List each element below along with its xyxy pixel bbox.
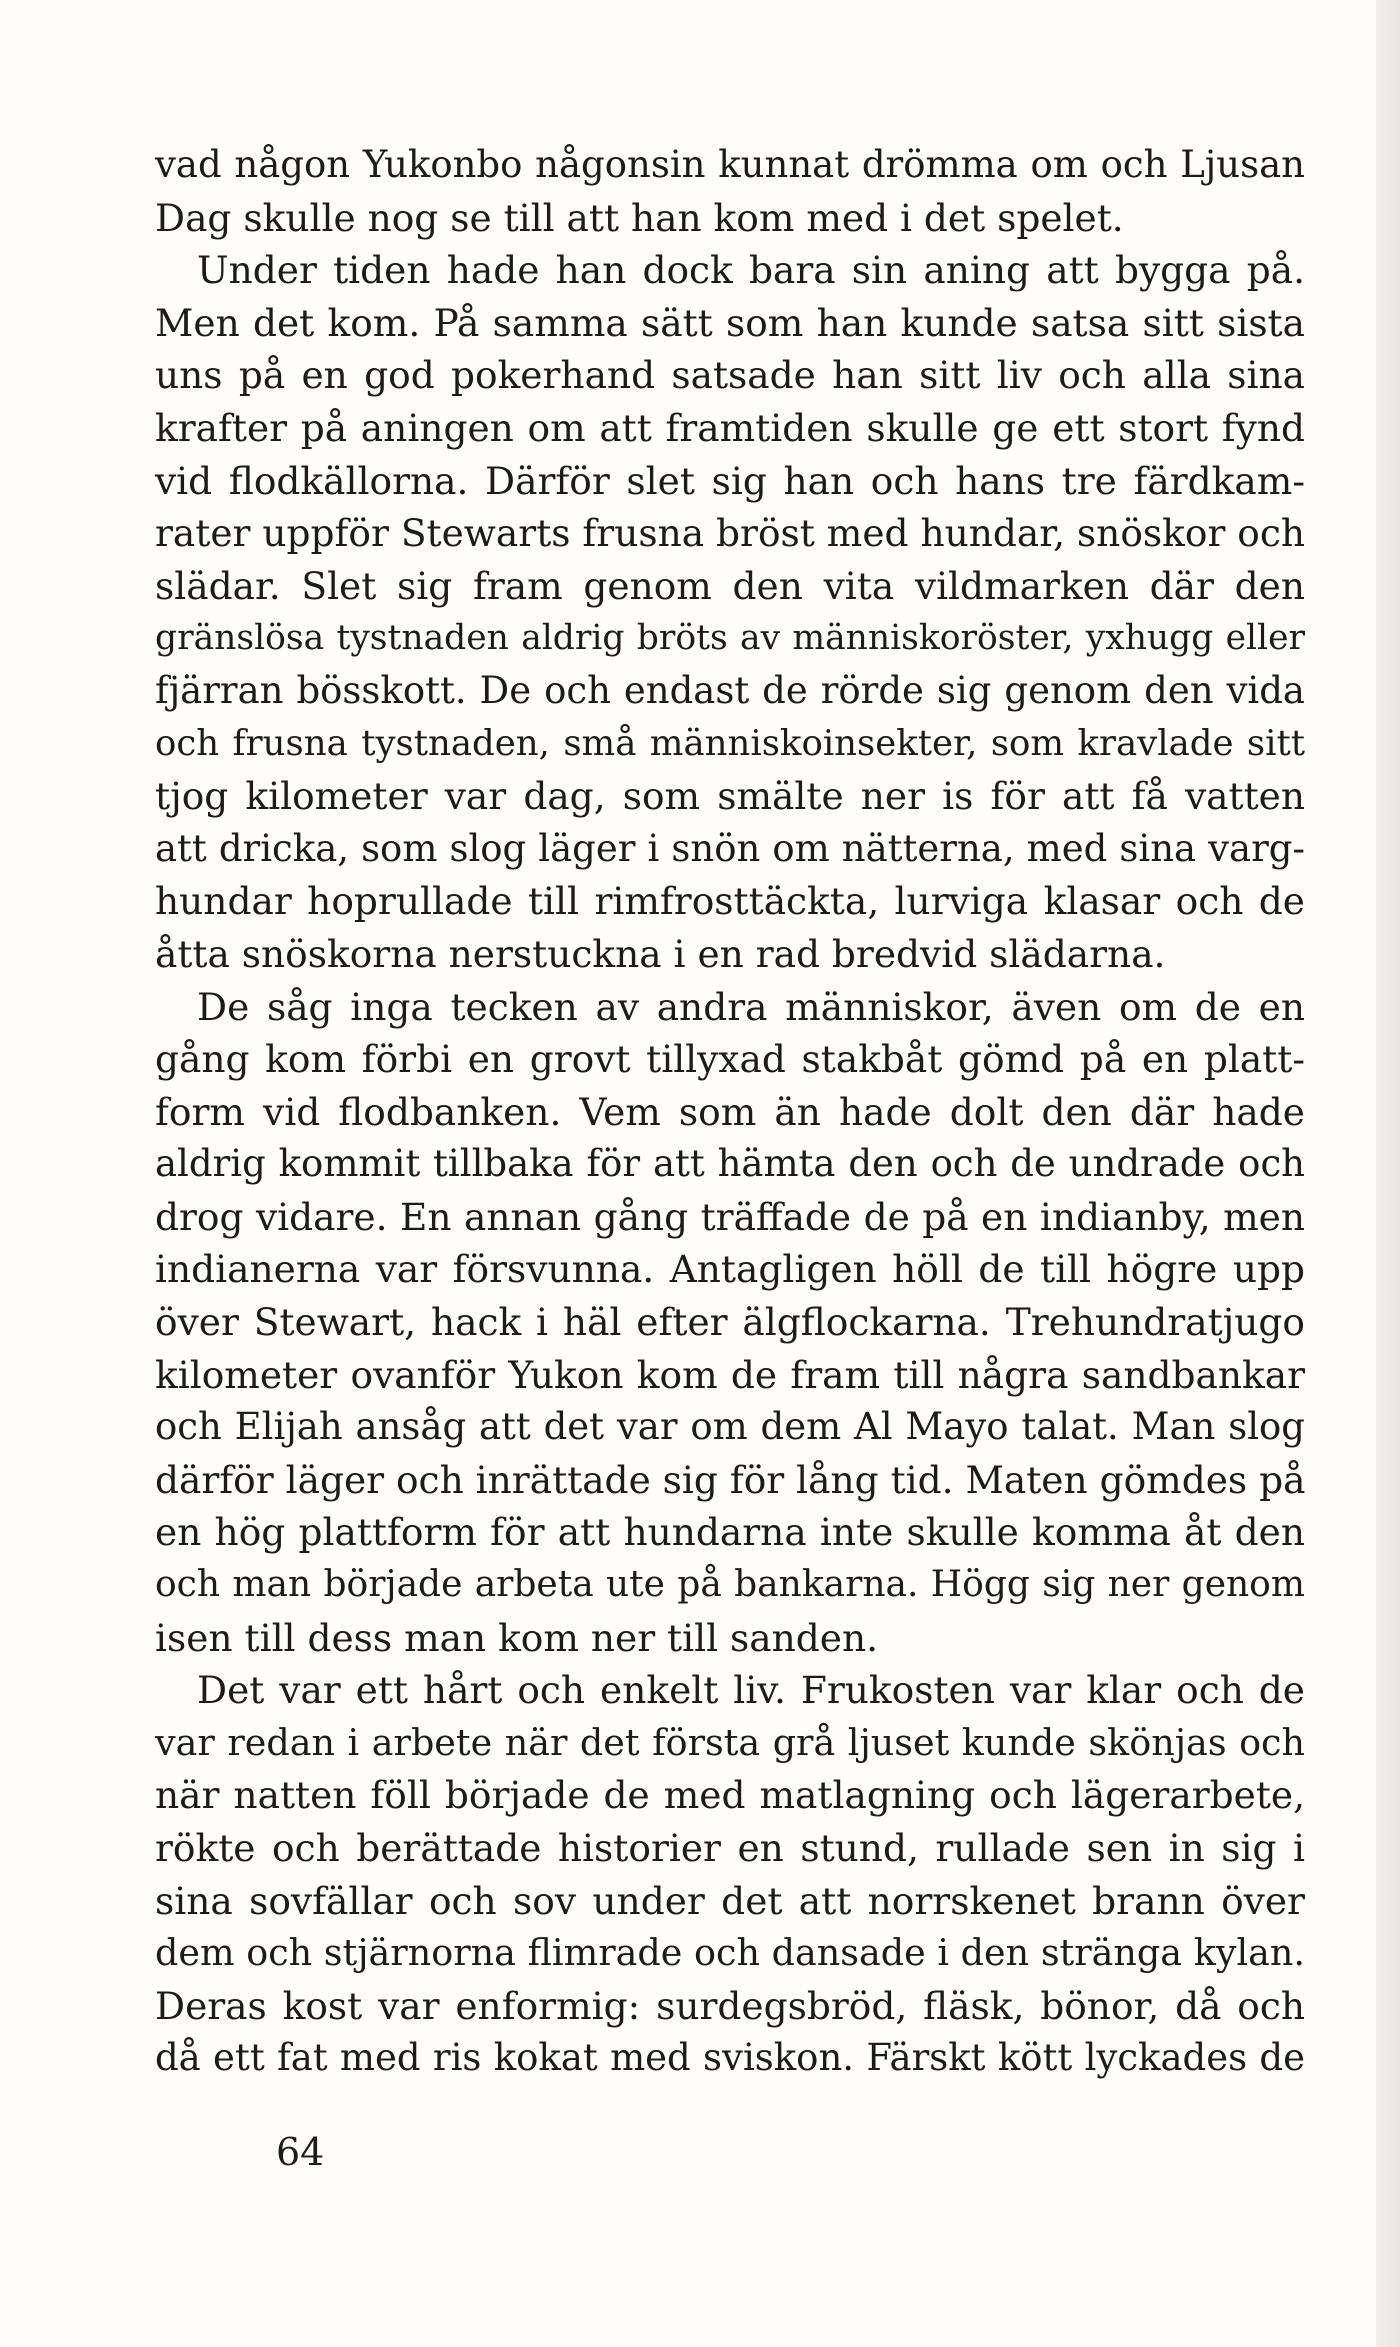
text-line: gränslösa tystnaden aldrig bröts av människoröster, yxhugg eller	[155, 618, 1305, 659]
text-line: vad någon Yukonbo någonsin kunnat drömma om och Ljusan	[155, 143, 1305, 186]
text-line: därför läger och inrättade sig för lång tid. Maten gömdes på	[155, 1457, 1306, 1502]
text-line: och frusna tystnaden, små människoinsekter, som kravlade sitt	[155, 722, 1305, 764]
text-line: gång kom förbi en grovt tillyxad stakbåt gömd på en platt-	[155, 1037, 1305, 1082]
text-line: sina sovfällar och sov under det att norrskenet brann över	[155, 1878, 1305, 1923]
text-line: Men det kom. På samma sätt som han kunde satsa sitt sista	[155, 300, 1305, 345]
text-line: tjog kilometer var dag, som smälte ner is för att få vatten	[155, 774, 1305, 819]
page-number: 64	[276, 2130, 325, 2174]
text-line: form vid flodbanken. Vem som än hade dolt den där hade	[155, 1089, 1305, 1134]
text-line: då ett fat med ris kokat med sviskon. Färskt kött lyckades de	[155, 2036, 1305, 2080]
text-line: över Stewart, hack i häl efter älgflockarna. Trehundratjugo	[155, 1300, 1305, 1345]
text-line: fjärran bösskott. De och endast de rörde sig genom den vida	[155, 668, 1305, 712]
text-line: isen till dess man kom ner till sanden.	[155, 1615, 879, 1660]
text-line: när natten föll började de med matlagning och lägerarbete,	[155, 1773, 1305, 1818]
text-line: hundar hoprullade till rimfrosttäckta, lurviga klasar och de	[155, 879, 1305, 924]
text-line: rater uppför Stewarts frusna bröst med hundar, snöskor och	[155, 511, 1306, 556]
text-line: De såg inga tecken av andra människor, även om de en	[197, 984, 1305, 1029]
text-line: en hög plattform för att hundarna inte skulle komma åt den	[155, 1510, 1305, 1555]
text-line: Det var ett hårt och enkelt liv. Frukosten var klar och de	[197, 1668, 1305, 1713]
body-text	[155, 139, 1305, 2085]
text-line: Deras kost var enformig: surdegsbröd, fläsk, bönor, då och	[155, 1983, 1305, 2028]
text-line: kilometer ovanför Yukon kom de fram till några sandbankar	[155, 1352, 1305, 1397]
text-line: åtta snöskorna nerstuckna i en rad bredvid slädarna.	[155, 931, 1166, 976]
text-line: att dricka, som slog läger i snön om nätterna, med sina varg-	[155, 826, 1305, 870]
text-line: krafter på aningen om att framtiden skulle ge ett stort fynd	[155, 405, 1305, 450]
text-line: aldrig kommit tillbaka för att hämta den och de undrade och	[155, 1142, 1305, 1186]
text-line: slädar. Slet sig fram genom den vita vildmarken där den	[155, 563, 1305, 608]
text-line: och Elijah ansåg att det var om dem Al Mayo talat. Man slog	[155, 1405, 1305, 1449]
text-line: Dag skulle nog se till att han kom med i det spelet.	[155, 195, 1124, 240]
text-line: drog vidare. En annan gång träffade de på en indianby, men	[155, 1194, 1305, 1239]
text-line: indianerna var försvunna. Antagligen höll de till högre upp	[155, 1247, 1305, 1292]
text-line: och man började arbeta ute på bankarna. Högg sig ner genom	[155, 1564, 1305, 1606]
text-line: uns på en god pokerhand satsade han sitt liv och alla sina	[155, 353, 1305, 398]
text-line: vid flodkällorna. Därför slet sig han och hans tre färdkam-	[155, 458, 1305, 503]
text-line: dem och stjärnorna flimrade och dansade i den stränga kylan.	[155, 1931, 1305, 1975]
text-line: var redan i arbete när det första grå ljuset kunde skönjas och	[155, 1720, 1305, 1764]
text-line: Under tiden hade han dock bara sin aning att bygga på.	[197, 248, 1305, 293]
text-line: rökte och berättade historier en stund, rullade sen in sig i	[155, 1826, 1305, 1870]
page-edge	[1376, 0, 1400, 2347]
